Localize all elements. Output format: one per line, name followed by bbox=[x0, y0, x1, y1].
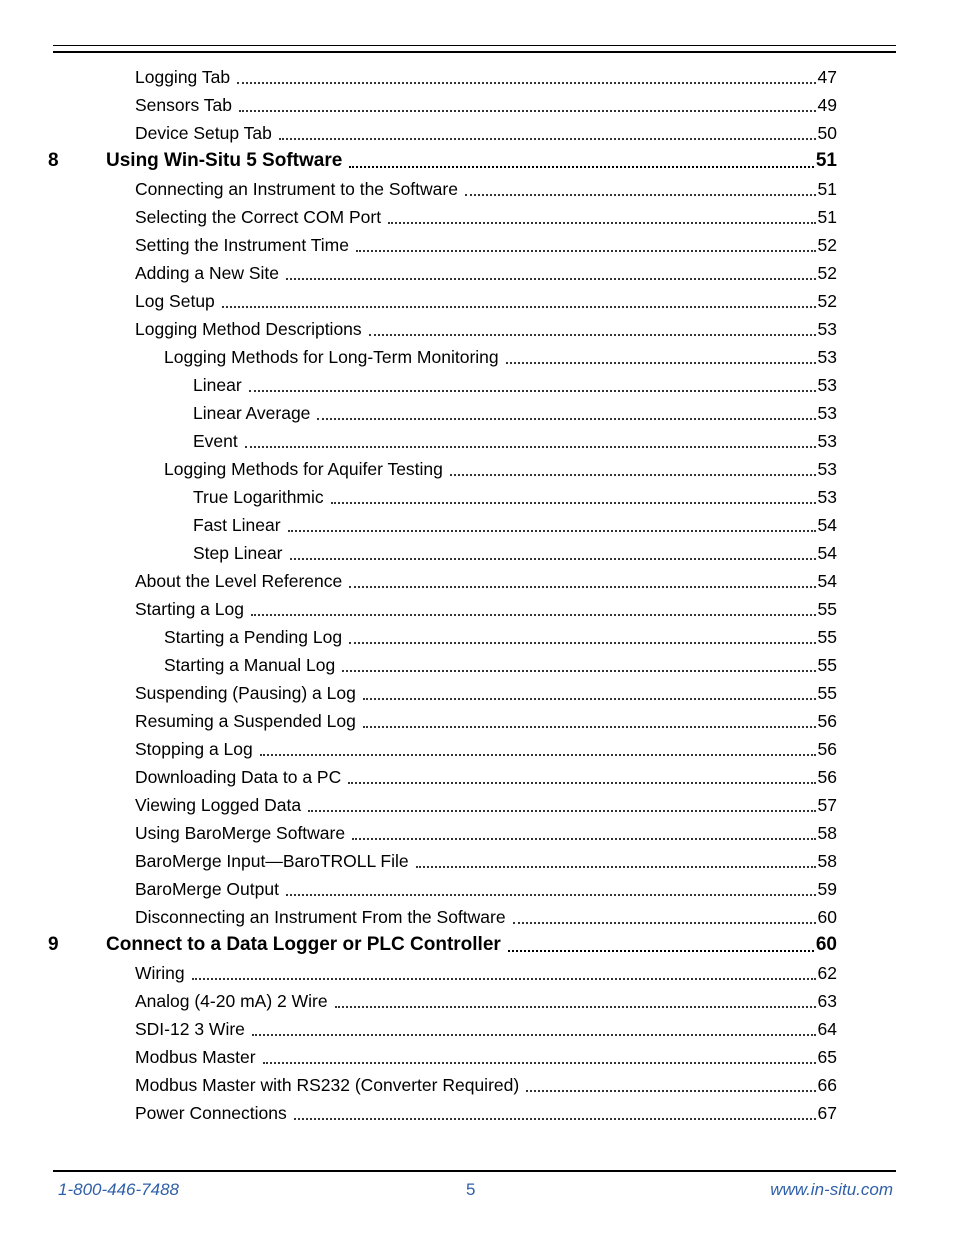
toc-dot-leader bbox=[352, 838, 815, 840]
toc-entry-page: 62 bbox=[817, 963, 837, 983]
toc-dot-leader bbox=[513, 922, 816, 924]
toc-entry-page: 53 bbox=[817, 347, 837, 367]
toc-entry-page: 67 bbox=[817, 1103, 837, 1123]
toc-dot-leader bbox=[369, 334, 816, 336]
toc-entry-page: 52 bbox=[817, 291, 837, 311]
toc-entry-title: Adding a New Site bbox=[135, 263, 279, 283]
toc-entry-title: True Logarithmic bbox=[193, 487, 324, 507]
toc-entry-title: Using BaroMerge Software bbox=[135, 823, 346, 843]
toc-chapter-number: 9 bbox=[48, 934, 59, 955]
toc-entry[interactable] bbox=[135, 678, 837, 706]
toc-dot-leader bbox=[349, 642, 815, 644]
toc-dot-leader bbox=[348, 782, 815, 784]
toc-dot-leader bbox=[508, 950, 814, 952]
toc-entry-title: SDI-12 3 Wire bbox=[135, 1019, 245, 1039]
toc-dot-leader bbox=[290, 558, 816, 560]
toc-dot-leader bbox=[263, 1062, 816, 1064]
toc-entry-title: Modbus Master with RS232 (Converter Required) bbox=[135, 1075, 520, 1095]
toc-entry-page: 58 bbox=[817, 823, 837, 843]
toc-entry-title: Wiring bbox=[135, 963, 185, 983]
toc-entry-title: About the Level Reference bbox=[135, 571, 343, 591]
footer-page-number: 5 bbox=[466, 1180, 476, 1199]
footer-website[interactable]: www.in-situ.com bbox=[770, 1180, 893, 1199]
toc-chapter-entry[interactable] bbox=[48, 930, 837, 958]
toc-entry-title: Starting a Log bbox=[135, 599, 244, 619]
toc-entry-title: Resuming a Suspended Log bbox=[135, 711, 356, 731]
toc-dot-leader bbox=[526, 1090, 815, 1092]
toc-entry[interactable] bbox=[135, 174, 837, 202]
toc-entry[interactable] bbox=[135, 1070, 837, 1098]
toc-entry-page: 56 bbox=[817, 739, 837, 759]
toc-dot-leader bbox=[222, 306, 816, 308]
toc-dot-leader bbox=[363, 726, 816, 728]
toc-entry-title: Connect to a Data Logger or PLC Controller bbox=[106, 934, 501, 955]
toc-entry-page: 53 bbox=[817, 403, 837, 423]
toc-entry[interactable] bbox=[164, 342, 837, 370]
toc-dot-leader bbox=[363, 698, 816, 700]
toc-entry-page: 51 bbox=[815, 150, 837, 171]
toc-entry[interactable] bbox=[135, 258, 837, 286]
toc-entry-title: Starting a Manual Log bbox=[164, 655, 336, 675]
toc-entry[interactable] bbox=[135, 874, 837, 902]
toc-dot-leader bbox=[288, 530, 816, 532]
toc-dot-leader bbox=[245, 446, 816, 448]
footer-rule bbox=[53, 1170, 896, 1172]
toc-entry-page: 57 bbox=[817, 795, 837, 815]
toc-entry[interactable] bbox=[135, 1014, 837, 1042]
header-rule-thin bbox=[53, 45, 896, 46]
toc-entry-page: 49 bbox=[817, 95, 837, 115]
toc-entry[interactable] bbox=[135, 202, 837, 230]
toc-dot-leader bbox=[286, 278, 816, 280]
toc-entry-page: 54 bbox=[817, 515, 837, 535]
toc-entry-page: 52 bbox=[817, 263, 837, 283]
toc-entry-title: Sensors Tab bbox=[135, 95, 232, 115]
toc-entry-page: 55 bbox=[817, 655, 837, 675]
toc-entry-page: 56 bbox=[817, 711, 837, 731]
toc-entry-page: 54 bbox=[817, 543, 837, 563]
toc-entry-title: Logging Methods for Aquifer Testing bbox=[164, 459, 443, 479]
toc-entry-title: Fast Linear bbox=[193, 515, 281, 535]
toc-entry[interactable] bbox=[135, 790, 837, 818]
toc-dot-leader bbox=[251, 614, 816, 616]
toc-entry-title: Logging Method Descriptions bbox=[135, 319, 362, 339]
toc-entry-title: Logging Methods for Long-Term Monitoring bbox=[164, 347, 499, 367]
toc-dot-leader bbox=[349, 166, 814, 168]
toc-dot-leader bbox=[342, 670, 815, 672]
toc-entry-title: Disconnecting an Instrument From the Software bbox=[135, 907, 506, 927]
toc-entry[interactable] bbox=[135, 706, 837, 734]
toc-entry[interactable] bbox=[164, 650, 837, 678]
toc-dot-leader bbox=[416, 866, 816, 868]
toc-dot-leader bbox=[356, 250, 816, 252]
toc-dot-leader bbox=[237, 82, 815, 84]
toc-entry-page: 51 bbox=[817, 207, 837, 227]
toc-entry-title: Power Connections bbox=[135, 1103, 287, 1123]
toc-dot-leader bbox=[388, 222, 815, 224]
toc-dot-leader bbox=[279, 138, 816, 140]
toc-entry[interactable] bbox=[193, 426, 837, 454]
toc-entry-page: 55 bbox=[817, 683, 837, 703]
toc-entry-title: Starting a Pending Log bbox=[164, 627, 343, 647]
toc-dot-leader bbox=[335, 1006, 816, 1008]
toc-entry-page: 51 bbox=[817, 179, 837, 199]
toc-entry-page: 50 bbox=[817, 123, 837, 143]
toc-entry[interactable] bbox=[164, 622, 837, 650]
toc-entry-title: BaroMerge Input—BaroTROLL File bbox=[135, 851, 409, 871]
toc-dot-leader bbox=[249, 390, 816, 392]
toc-entry[interactable] bbox=[135, 958, 837, 986]
toc-entry-title: Linear bbox=[193, 375, 242, 395]
toc-entry-title: Step Linear bbox=[193, 543, 283, 563]
header-rule-thick bbox=[53, 51, 896, 53]
toc-entry-title: Downloading Data to a PC bbox=[135, 767, 342, 787]
toc-entry-page: 55 bbox=[817, 599, 837, 619]
toc-entry-page: 65 bbox=[817, 1047, 837, 1067]
toc-entry[interactable] bbox=[193, 510, 837, 538]
toc-entry[interactable] bbox=[135, 62, 837, 90]
toc-entry[interactable] bbox=[135, 1042, 837, 1070]
toc-entry[interactable] bbox=[193, 398, 837, 426]
toc-entry-title: Logging Tab bbox=[135, 67, 231, 87]
toc-entry[interactable] bbox=[193, 482, 837, 510]
toc-entry[interactable] bbox=[135, 818, 837, 846]
toc-entry-title: Modbus Master bbox=[135, 1047, 256, 1067]
toc-dot-leader bbox=[349, 586, 815, 588]
toc-entry-title: Suspending (Pausing) a Log bbox=[135, 683, 356, 703]
toc-entry-title: Log Setup bbox=[135, 291, 215, 311]
toc-entry[interactable] bbox=[193, 538, 837, 566]
toc-dot-leader bbox=[331, 502, 816, 504]
toc-entry-title: Viewing Logged Data bbox=[135, 795, 302, 815]
toc-entry-page: 60 bbox=[815, 934, 837, 955]
toc-entry-title: BaroMerge Output bbox=[135, 879, 279, 899]
toc-entry[interactable] bbox=[135, 986, 837, 1014]
toc-chapter-number: 8 bbox=[48, 150, 59, 171]
toc-dot-leader bbox=[465, 194, 816, 196]
toc-entry[interactable] bbox=[135, 90, 837, 118]
toc-entry[interactable] bbox=[193, 370, 837, 398]
toc-entry[interactable] bbox=[135, 902, 837, 930]
toc-entry[interactable] bbox=[135, 846, 837, 874]
toc-dot-leader bbox=[239, 110, 816, 112]
toc-dot-leader bbox=[450, 474, 816, 476]
toc-entry-page: 55 bbox=[817, 627, 837, 647]
toc-dot-leader bbox=[252, 1034, 816, 1036]
toc-entry-page: 66 bbox=[817, 1075, 837, 1095]
toc-dot-leader bbox=[294, 1118, 816, 1120]
toc-entry-title: Device Setup Tab bbox=[135, 123, 272, 143]
toc-entry-title: Connecting an Instrument to the Software bbox=[135, 179, 458, 199]
toc-entry-title: Using Win-Situ 5 Software bbox=[106, 150, 343, 171]
footer-phone: 1-800-446-7488 bbox=[58, 1180, 179, 1199]
toc-entry[interactable] bbox=[135, 594, 837, 622]
toc-dot-leader bbox=[506, 362, 816, 364]
toc-entry[interactable] bbox=[135, 1098, 837, 1126]
toc-entry-page: 60 bbox=[817, 907, 837, 927]
toc-entry-page: 54 bbox=[817, 571, 837, 591]
toc-entry-page: 64 bbox=[817, 1019, 837, 1039]
toc-entry-page: 56 bbox=[817, 767, 837, 787]
toc-entry[interactable] bbox=[135, 314, 837, 342]
toc-entry-page: 58 bbox=[817, 851, 837, 871]
toc-entry-page: 63 bbox=[817, 991, 837, 1011]
toc-entry-title: Stopping a Log bbox=[135, 739, 253, 759]
toc-entry[interactable] bbox=[135, 230, 837, 258]
toc-entry[interactable] bbox=[164, 454, 837, 482]
toc-dot-leader bbox=[260, 754, 816, 756]
toc-entry-title: Linear Average bbox=[193, 403, 311, 423]
toc-entry-page: 53 bbox=[817, 319, 837, 339]
toc-entry-title: Setting the Instrument Time bbox=[135, 235, 349, 255]
toc-entry[interactable] bbox=[135, 118, 837, 146]
toc-entry-page: 53 bbox=[817, 459, 837, 479]
toc-entry[interactable] bbox=[135, 762, 837, 790]
toc-entry-page: 53 bbox=[817, 487, 837, 507]
toc-entry-page: 47 bbox=[817, 67, 837, 87]
toc-dot-leader bbox=[286, 894, 816, 896]
toc-dot-leader bbox=[308, 810, 815, 812]
toc-entry-page: 53 bbox=[817, 431, 837, 451]
toc-entry-page: 52 bbox=[817, 235, 837, 255]
toc-entry[interactable] bbox=[135, 286, 837, 314]
toc-entry-page: 53 bbox=[817, 375, 837, 395]
toc-chapter-entry[interactable] bbox=[48, 146, 837, 174]
toc-entry-title: Analog (4-20 mA) 2 Wire bbox=[135, 991, 328, 1011]
toc-entry-page: 59 bbox=[817, 879, 837, 899]
toc-entry-title: Selecting the Correct COM Port bbox=[135, 207, 382, 227]
toc-dot-leader bbox=[317, 418, 815, 420]
toc-entry-title: Event bbox=[193, 431, 238, 451]
toc-entry[interactable] bbox=[135, 566, 837, 594]
toc-dot-leader bbox=[192, 978, 816, 980]
toc-entry[interactable] bbox=[135, 734, 837, 762]
